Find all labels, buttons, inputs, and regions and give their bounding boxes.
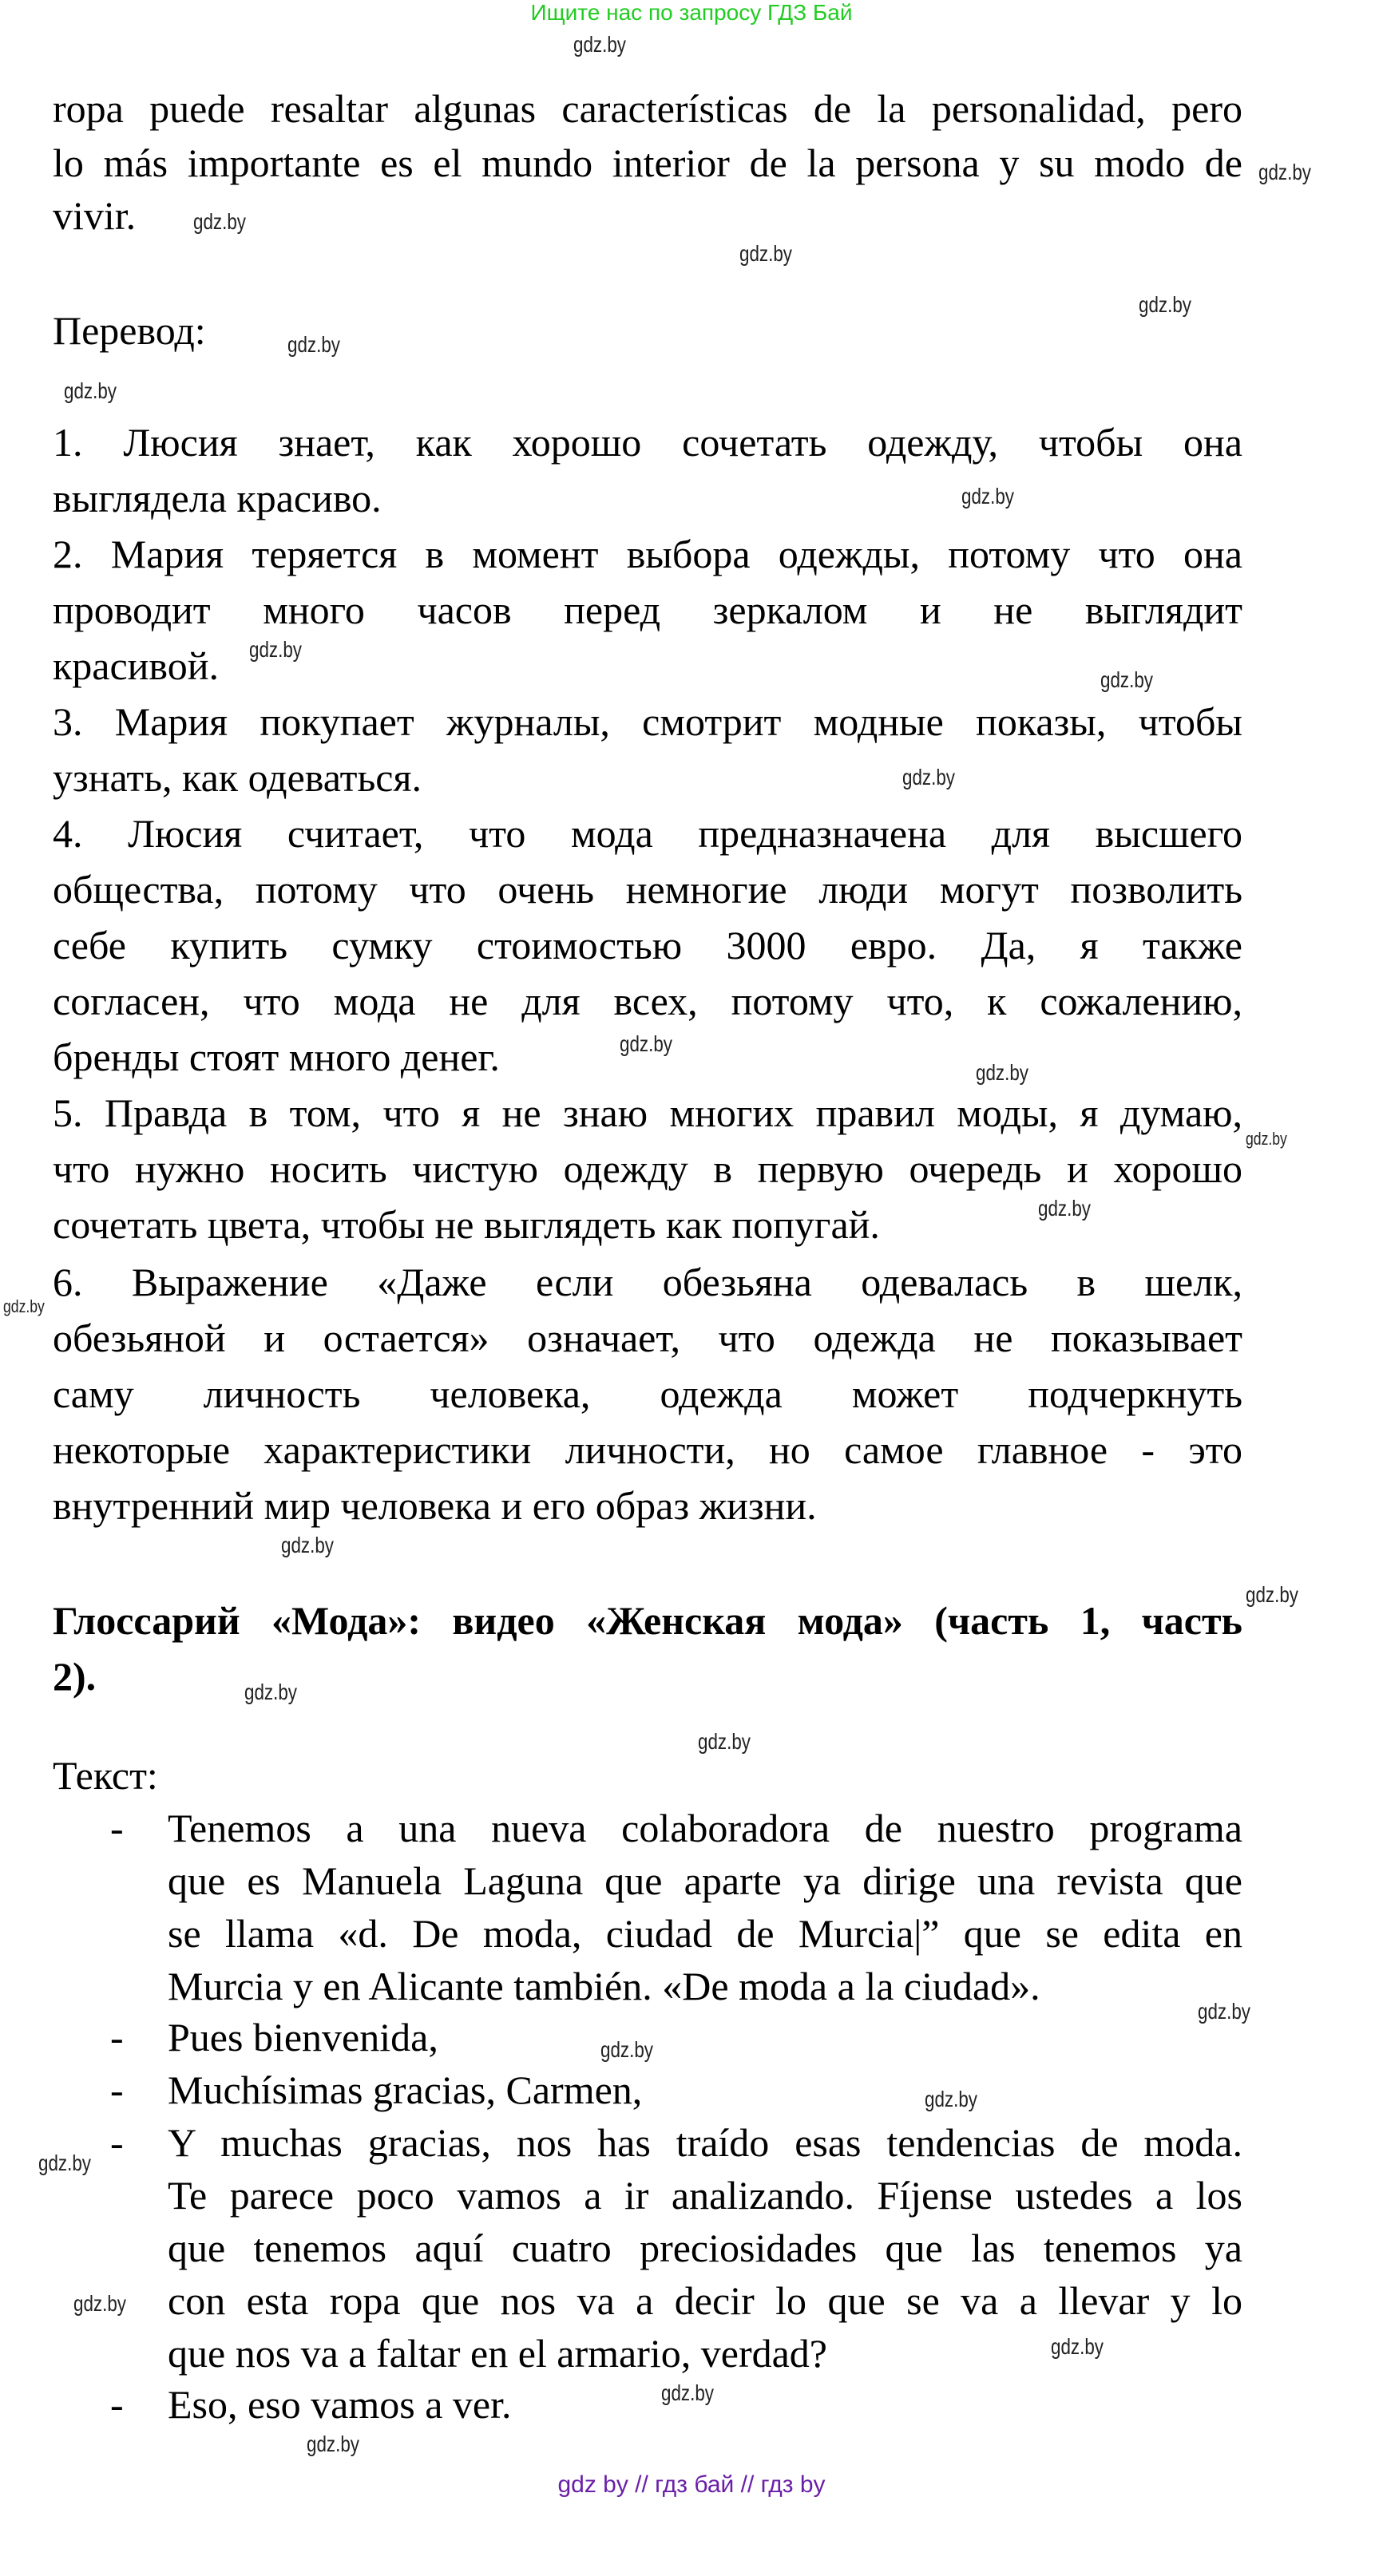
watermark: gdz.by [64, 378, 117, 403]
dialog-line: con esta ropa que nos va a decir lo que se va a llevar y lo [168, 2278, 1242, 2323]
translation-item-4-line: общества, потому что очень немногие люди могут позволить [53, 867, 1242, 912]
translation-item-6-line: 6. Выражение «Даже если обезьяна одевалась в шелк, [53, 1260, 1242, 1304]
watermark: gdz.by [3, 1296, 45, 1316]
translation-item-3-line: 3. Мария покупает журналы, смотрит модные показы, чтобы [53, 699, 1242, 744]
watermark: gdz.by [1246, 1582, 1298, 1607]
watermark: gdz.by [739, 241, 792, 266]
watermark: gdz.by [1100, 667, 1153, 692]
watermark: gdz.by [573, 32, 626, 57]
dialog-line: Te parece poco vamos a ir analizando. Fíjense ustedes a los [168, 2173, 1242, 2218]
dialog-line: Y muchas gracias, nos has traído esas tendencias de moda. [168, 2120, 1242, 2165]
glossary-heading: 2). [53, 1654, 97, 1699]
translation-item-4-line: согласен, что мода не для всех, потому что, к сожалению, [53, 979, 1242, 1023]
translation-item-2-line: красивой. [53, 643, 219, 688]
dialog-line: que es Manuela Laguna que aparte ya dirige una revista que [168, 1858, 1242, 1903]
watermark: gdz.by [620, 1031, 672, 1056]
search-banner[interactable]: Ищите нас по запросу ГДЗ Бай [530, 0, 853, 25]
translation-item-3-line: узнать, как одеваться. [53, 755, 422, 800]
translation-item-5-line: сочетать цвета, чтобы не выглядеть как попугай. [53, 1202, 880, 1247]
glossary-heading: Глоссарий «Мода»: видео «Женская мода» (часть 1, часть [53, 1598, 1242, 1643]
dialog-line: que tenemos aquí cuatro preciosidades que las tenemos ya [168, 2226, 1242, 2270]
translation-item-4-line: бренды стоят много денег. [53, 1035, 500, 1079]
intro-line: vivir. [53, 193, 137, 238]
translation-item-2-line: проводит много часов перед зеркалом и не выглядит [53, 588, 1242, 632]
watermark: gdz.by [1038, 1196, 1091, 1221]
watermark: gdz.by [193, 209, 246, 234]
watermark: gdz.by [600, 2037, 653, 2062]
text-label: Текст: [53, 1753, 158, 1798]
translation-item-6-line: внутренний мир человека и его образ жизни. [53, 1483, 817, 1528]
watermark: gdz.by [925, 2087, 977, 2111]
watermark: gdz.by [73, 2291, 126, 2316]
watermark: gdz.by [1051, 2334, 1104, 2359]
watermark: gdz.by [281, 1533, 334, 1557]
watermark: gdz.by [976, 1060, 1028, 1085]
dialog-bullet: - [110, 2382, 124, 2427]
watermark: gdz.by [961, 484, 1014, 508]
translation-item-5-line: что нужно носить чистую одежду в первую очередь и хорошо [53, 1146, 1242, 1191]
watermark: gdz.by [38, 2151, 91, 2175]
watermark: gdz.by [1198, 1999, 1250, 2024]
dialog-line: Tenemos a una nueva colaboradora de nuestro programa [168, 1806, 1242, 1850]
watermark: gdz.by [698, 1729, 751, 1754]
watermark: gdz.by [902, 765, 955, 789]
dialog-bullet: - [110, 2120, 124, 2165]
dialog-line: Murcia y en Alicante también. «De moda a la ciudad». [168, 1964, 1040, 2008]
watermark: gdz.by [307, 2432, 359, 2456]
dialog-line: se llama «d. De moda, ciudad de Murcia|” que se edita en [168, 1911, 1242, 1956]
watermark: gdz.by [1246, 1129, 1287, 1149]
dialog-line: Muchísimas gracias, Carmen, [168, 2068, 643, 2112]
translation-label: Перевод: [53, 308, 206, 353]
watermark: gdz.by [1258, 160, 1311, 184]
translation-item-6-line: обезьяной и остается» означает, что одежда не показывает [53, 1316, 1242, 1360]
translation-item-2-line: 2. Мария теряется в момент выбора одежды, потому что она [53, 532, 1242, 576]
watermark: gdz.by [661, 2380, 714, 2405]
dialog-line: Pues bienvenida, [168, 2015, 438, 2060]
translation-item-4-line: 4. Люсия считает, что мода предназначена для высшего [53, 811, 1242, 856]
footer-links[interactable]: gdz by // гдз бай // гдз by [557, 2471, 826, 2498]
dialog-line: Eso, eso vamos a ver. [168, 2382, 512, 2427]
translation-item-6-line: некоторые характеристики личности, но самое главное - это [53, 1427, 1242, 1472]
translation-item-6-line: саму личность человека, одежда может подчеркнуть [53, 1371, 1242, 1416]
watermark: gdz.by [244, 1680, 297, 1704]
dialog-line: que nos va a faltar en el armario, verdad? [168, 2331, 827, 2376]
dialog-bullet: - [110, 1806, 124, 1850]
translation-item-5-line: 5. Правда в том, что я не знаю многих правил моды, я думаю, [53, 1090, 1242, 1135]
translation-item-1-line: 1. Люсия знает, как хорошо сочетать одежду, чтобы она [53, 420, 1242, 465]
translation-item-1-line: выглядела красиво. [53, 476, 382, 520]
dialog-bullet: - [110, 2068, 124, 2112]
translation-item-4-line: себе купить сумку стоимостью 3000 евро. Да, я также [53, 923, 1242, 967]
watermark: gdz.by [1139, 292, 1191, 317]
watermark: gdz.by [287, 332, 340, 357]
intro-line: lo más importante es el mundo interior de la persona y su modo de [53, 140, 1242, 185]
watermark: gdz.by [249, 637, 302, 662]
intro-line: ropa puede resaltar algunas características de la personalidad, pero [53, 86, 1242, 131]
dialog-bullet: - [110, 2015, 124, 2060]
